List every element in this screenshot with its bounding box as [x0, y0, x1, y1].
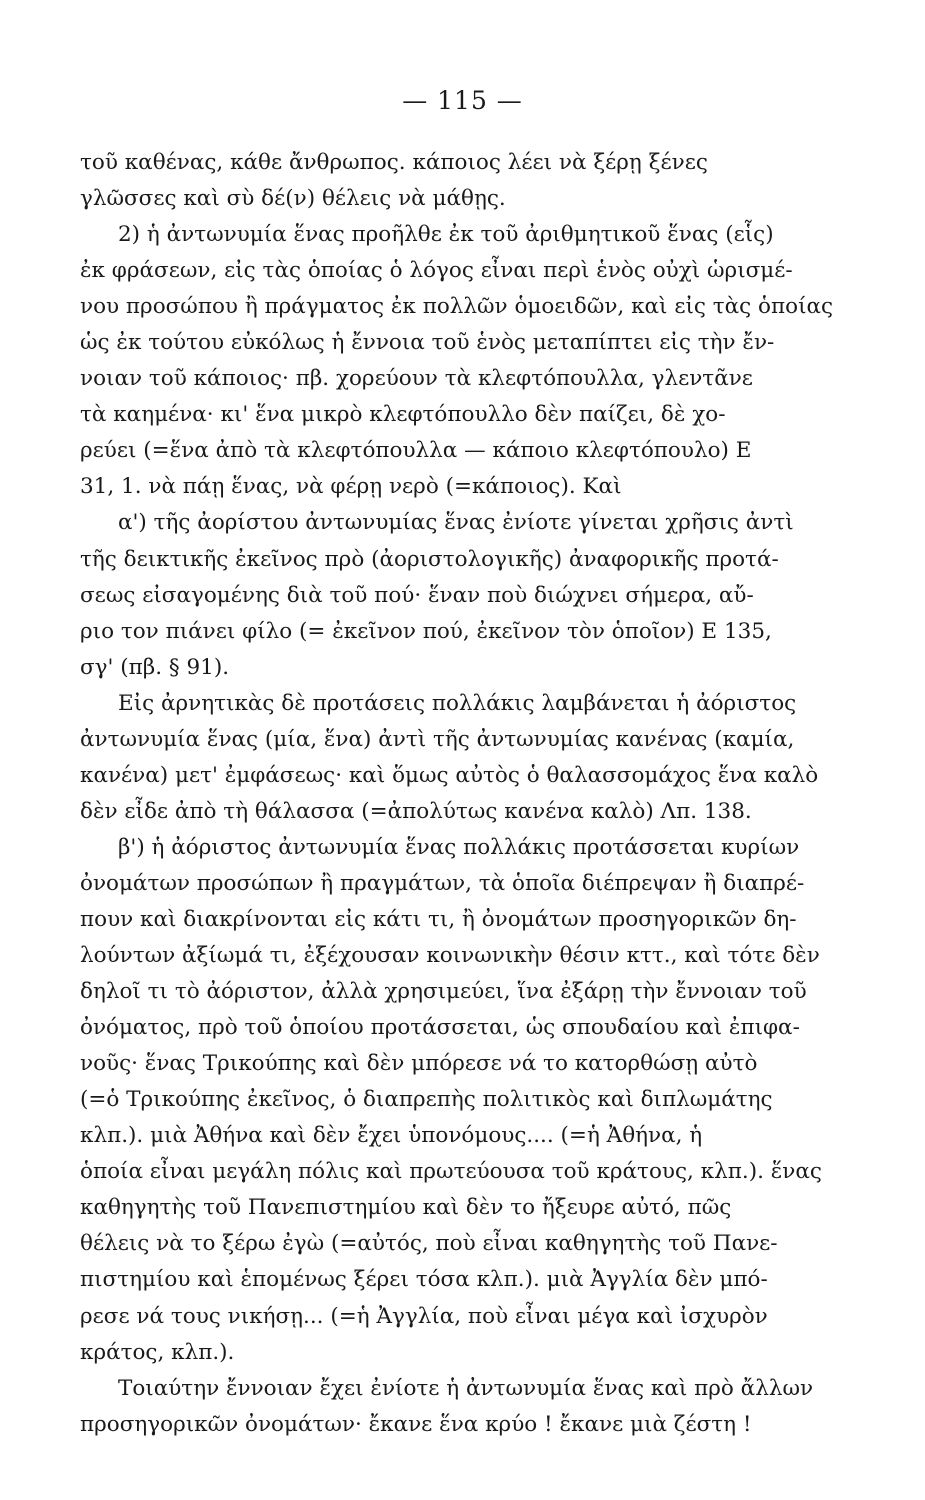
text-line: 31, 1. νὰ πάῃ ἕνας, νὰ φέρῃ νερὸ (=κάποιος). Καὶ — [80, 474, 622, 500]
text-line: ρεσε νά τους νικήσῃ... (=ἡ Ἀγγλία, ποὺ εἶναι μέγα καὶ ἰσχυρὸν — [80, 1303, 768, 1329]
text-line: σεως εἰσαγομένης διὰ τοῦ πού· ἕναν ποὺ διώχνει σήμερα, αὔ- — [80, 582, 754, 608]
body-text — [80, 145, 846, 1443]
text-line: β') ἡ ἀόριστος ἀντωνυμία ἕνας πολλάκις προτάσσεται κυρίων — [118, 834, 800, 860]
text-line: καθηγητὴς τοῦ Πανεπιστημίου καὶ δὲν το ἤξευρε αὐτό, πῶς — [80, 1195, 732, 1221]
text-line: προσηγορικῶν ὀνομάτων· ἔκανε ἕνα κρύο ! ἔκανε μιὰ ζέστη ! — [80, 1411, 752, 1437]
text-line: σγ' (πβ. § 91). — [80, 654, 230, 680]
text-line: δηλοῖ τι τὸ ἀόριστον, ἀλλὰ χρησιμεύει, ἵνα ἐξάρῃ τὴν ἔννοιαν τοῦ — [80, 979, 807, 1005]
text-line: νοῦς· ἕνας Τρικούπης καὶ δὲν μπόρεσε νά το κατορθώσῃ αὐτὸ — [80, 1051, 758, 1077]
text-line: Εἰς ἀρνητικὰς δὲ προτάσεις πολλάκις λαμβάνεται ἡ ἀόριστος — [118, 690, 797, 716]
text-line: λούντων ἀξίωμά τι, ἐξέχουσαν κοινωνικὴν θέσιν κττ., καὶ τότε δὲν — [80, 943, 820, 969]
text-line: νοιαν τοῦ κάποιος· πβ. χορεύουν τὰ κλεφτόπουλλα, γλεντᾶνε — [80, 366, 753, 392]
text-line: κράτος, κλπ.). — [80, 1339, 235, 1365]
text-line: ὁποία εἶναι μεγάλη πόλις καὶ πρωτεύουσα τοῦ κράτους, κλπ.). ἕνας — [80, 1159, 822, 1185]
text-line: πιστημίου καὶ ἑπομένως ξέρει τόσα κλπ.). μιὰ Ἀγγλία δὲν μπό- — [80, 1267, 768, 1293]
text-line: Τοιαύτην ἔννοιαν ἔχει ἐνίοτε ἡ ἀντωνυμία ἕνας καὶ πρὸ ἄλλων — [118, 1375, 814, 1401]
text-line: νου προσώπου ἢ πράγματος ἐκ πολλῶν ὁμοειδῶν, καὶ εἰς τὰς ὁποίας — [80, 294, 834, 320]
text-line: κλπ.). μιὰ Ἀθήνα καὶ δὲν ἔχει ὑπονόμους.... (=ἡ Ἀθήνα, ἡ — [80, 1123, 703, 1149]
text-line: θέλεις νὰ το ξέρω ἐγὼ (=αὐτός, ποὺ εἶναι καθηγητὴς τοῦ Πανε- — [80, 1231, 778, 1257]
text-line: κανένα) μετ' ἐμφάσεως· καὶ ὅμως αὐτὸς ὁ θαλασσομάχος ἕνα καλὸ — [80, 762, 819, 788]
text-line: ρεύει (=ἕνα ἀπὸ τὰ κλεφτόπουλλα — κάποιο κλεφτόπουλο) Ε — [80, 438, 752, 464]
text-line: ριο τον πιάνει φίλο (= ἐκεῖνον πού, ἐκεῖνον τὸν ὁποῖον) Ε 135, — [80, 618, 772, 644]
text-line: τὰ καημένα· κι' ἕνα μικρὸ κλεφτόπουλλο δὲν παίζει, δὲ χο- — [80, 402, 726, 428]
text-line: ἀντωνυμία ἕνας (μία, ἕνα) ἀντὶ τῆς ἀντωνυμίας κανένας (καμία, — [80, 726, 795, 752]
text-line: α') τῆς ἀορίστου ἀντωνυμίας ἕνας ἐνίοτε γίνεται χρῆσις ἀντὶ — [118, 510, 794, 536]
text-line: ὡς ἐκ τούτου εὐκόλως ἡ ἔννοια τοῦ ἑνὸς μεταπίπτει εἰς τὴν ἔν- — [80, 330, 775, 356]
text-line: 2) ἡ ἀντωνυμία ἕνας προῆλθε ἐκ τοῦ ἀριθμητικοῦ ἕνας (εἷς) — [118, 222, 774, 248]
text-line: ὀνομάτων προσώπων ἢ πραγμάτων, τὰ ὁποῖα διέπρεψαν ἢ διαπρέ- — [80, 870, 805, 896]
text-line: τῆς δεικτικῆς ἐκεῖνος πρὸ (ἀοριστολογικῆς) ἀναφορικῆς προτά- — [80, 546, 779, 572]
text-line: γλῶσσες καὶ σὺ δέ(ν) θέλεις νὰ μάθῃς. — [80, 186, 506, 212]
text-line: ὀνόματος, πρὸ τοῦ ὁποίου προτάσσεται, ὡς σπουδαίου καὶ ἐπιφα- — [80, 1015, 800, 1041]
text-line: (=ὁ Τρικούπης ἐκεῖνος, ὁ διαπρεπὴς πολιτικὸς καὶ διπλωμάτης — [80, 1087, 773, 1113]
text-line: πουν καὶ διακρίνονται εἰς κάτι τι, ἢ ὀνομάτων προσηγορικῶν δη- — [80, 906, 797, 932]
text-line: δὲν εἶδε ἀπὸ τὴ θάλασσα (=ἀπολύτως κανένα καλὸ) Λπ. 138. — [80, 798, 752, 824]
page-number: — 115 — — [402, 86, 523, 115]
text-line: ἐκ φράσεων, εἰς τὰς ὁποίας ὁ λόγος εἶναι περὶ ἑνὸς οὐχὶ ὡρισμέ- — [80, 258, 793, 284]
text-line: τοῦ καθένας, κάθε ἄνθρωπος. κάποιος λέει νὰ ξέρῃ ξένες — [80, 150, 708, 175]
